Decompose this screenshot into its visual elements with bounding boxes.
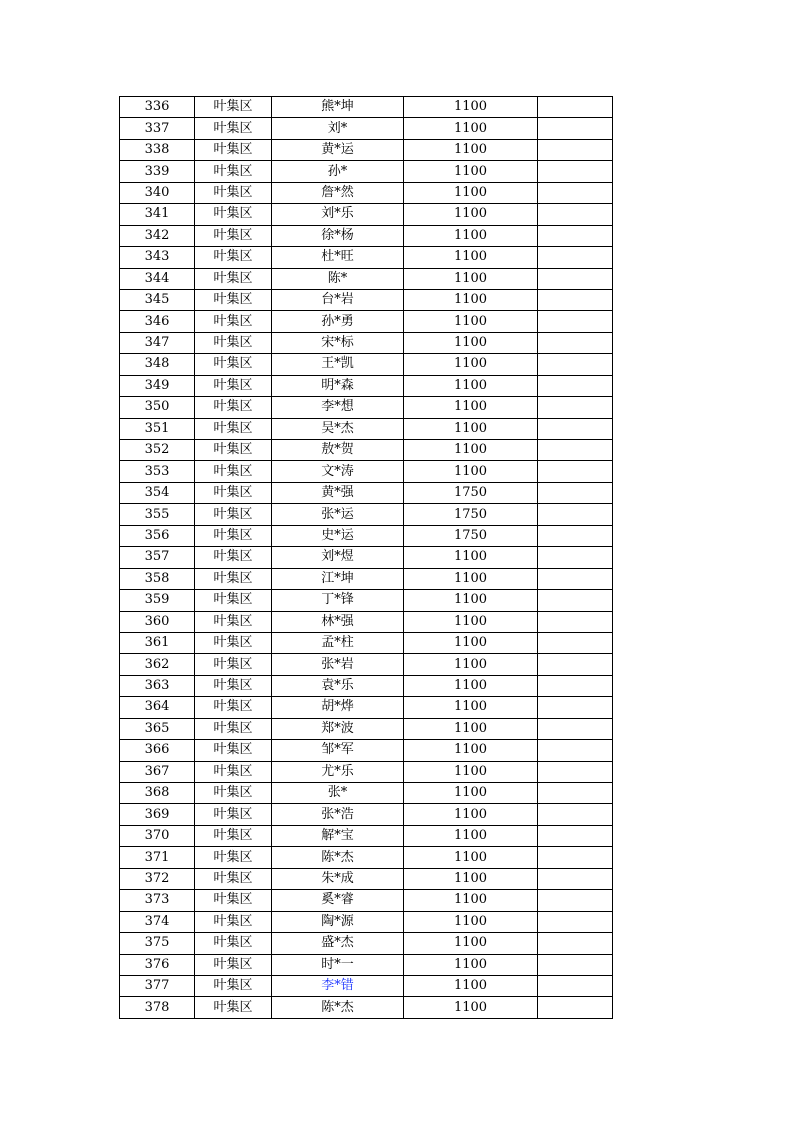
amount-cell: 1750 <box>404 525 538 546</box>
name-cell: 熊*坤 <box>272 97 404 118</box>
name-cell: 尤*乐 <box>272 761 404 782</box>
table-row <box>120 161 613 182</box>
district-cell: 叶集区 <box>195 482 272 503</box>
row-number-cell: 362 <box>120 654 195 675</box>
note-cell <box>538 139 613 160</box>
row-number-cell: 364 <box>120 697 195 718</box>
name-cell: 郑*波 <box>272 718 404 739</box>
district-cell: 叶集区 <box>195 161 272 182</box>
amount-cell: 1100 <box>404 225 538 246</box>
district-cell: 叶集区 <box>195 247 272 268</box>
name-cell: 黄*运 <box>272 139 404 160</box>
name-cell: 陈*杰 <box>272 847 404 868</box>
row-number-cell: 341 <box>120 204 195 225</box>
district-cell: 叶集区 <box>195 525 272 546</box>
name-cell: 明*森 <box>272 375 404 396</box>
name-cell: 邹*军 <box>272 740 404 761</box>
row-number-cell: 353 <box>120 461 195 482</box>
note-cell <box>538 975 613 996</box>
amount-cell: 1100 <box>404 654 538 675</box>
table-row <box>120 97 613 118</box>
district-cell: 叶集区 <box>195 97 272 118</box>
district-cell: 叶集区 <box>195 204 272 225</box>
district-cell: 叶集区 <box>195 761 272 782</box>
name-cell: 徐*杨 <box>272 225 404 246</box>
name-cell: 詹*然 <box>272 182 404 203</box>
row-number-cell: 347 <box>120 332 195 353</box>
name-cell: 张*运 <box>272 504 404 525</box>
table-row <box>120 825 613 846</box>
name-cell: 丁*锋 <box>272 590 404 611</box>
district-cell: 叶集区 <box>195 139 272 160</box>
row-number-cell: 336 <box>120 97 195 118</box>
name-cell: 张*浩 <box>272 804 404 825</box>
table-row <box>120 332 613 353</box>
row-number-cell: 343 <box>120 247 195 268</box>
district-cell: 叶集区 <box>195 783 272 804</box>
row-number-cell: 359 <box>120 590 195 611</box>
amount-cell: 1100 <box>404 247 538 268</box>
name-cell: 李*错 <box>272 975 404 996</box>
row-number-cell: 366 <box>120 740 195 761</box>
note-cell <box>538 740 613 761</box>
name-cell: 文*涛 <box>272 461 404 482</box>
amount-cell: 1100 <box>404 632 538 653</box>
row-number-cell: 373 <box>120 890 195 911</box>
row-number-cell: 351 <box>120 418 195 439</box>
amount-cell: 1100 <box>404 161 538 182</box>
table-row <box>120 397 613 418</box>
row-number-cell: 344 <box>120 268 195 289</box>
amount-cell: 1100 <box>404 911 538 932</box>
table-row <box>120 868 613 889</box>
note-cell <box>538 675 613 696</box>
roster-table <box>119 96 613 1019</box>
row-number-cell: 355 <box>120 504 195 525</box>
row-number-cell: 365 <box>120 718 195 739</box>
name-cell: 陈* <box>272 268 404 289</box>
table-row <box>120 461 613 482</box>
district-cell: 叶集区 <box>195 997 272 1018</box>
note-cell <box>538 697 613 718</box>
district-cell: 叶集区 <box>195 268 272 289</box>
amount-cell: 1100 <box>404 868 538 889</box>
note-cell <box>538 332 613 353</box>
table-row <box>120 568 613 589</box>
district-cell: 叶集区 <box>195 740 272 761</box>
name-cell: 林*强 <box>272 611 404 632</box>
roster-table-body <box>120 97 613 1019</box>
note-cell <box>538 289 613 310</box>
note-cell <box>538 204 613 225</box>
amount-cell: 1100 <box>404 997 538 1018</box>
note-cell <box>538 461 613 482</box>
row-number-cell: 352 <box>120 440 195 461</box>
amount-cell: 1100 <box>404 675 538 696</box>
row-number-cell: 349 <box>120 375 195 396</box>
amount-cell: 1100 <box>404 332 538 353</box>
district-cell: 叶集区 <box>195 225 272 246</box>
row-number-cell: 338 <box>120 139 195 160</box>
table-row <box>120 268 613 289</box>
amount-cell: 1100 <box>404 97 538 118</box>
amount-cell: 1100 <box>404 440 538 461</box>
district-cell: 叶集区 <box>195 461 272 482</box>
district-cell: 叶集区 <box>195 654 272 675</box>
amount-cell: 1100 <box>404 568 538 589</box>
note-cell <box>538 354 613 375</box>
district-cell: 叶集区 <box>195 697 272 718</box>
table-row <box>120 675 613 696</box>
table-row <box>120 354 613 375</box>
table-row <box>120 847 613 868</box>
table-row <box>120 418 613 439</box>
amount-cell: 1100 <box>404 933 538 954</box>
note-cell <box>538 161 613 182</box>
amount-cell: 1100 <box>404 718 538 739</box>
district-cell: 叶集区 <box>195 590 272 611</box>
name-cell: 孙* <box>272 161 404 182</box>
note-cell <box>538 182 613 203</box>
note-cell <box>538 954 613 975</box>
name-cell: 宋*标 <box>272 332 404 353</box>
name-cell: 王*凯 <box>272 354 404 375</box>
note-cell <box>538 440 613 461</box>
name-cell: 朱*成 <box>272 868 404 889</box>
note-cell <box>538 568 613 589</box>
table-row <box>120 975 613 996</box>
amount-cell: 1100 <box>404 354 538 375</box>
name-cell: 时*一 <box>272 954 404 975</box>
amount-cell: 1100 <box>404 461 538 482</box>
name-cell: 陶*源 <box>272 911 404 932</box>
district-cell: 叶集区 <box>195 568 272 589</box>
name-cell: 张* <box>272 783 404 804</box>
amount-cell: 1100 <box>404 289 538 310</box>
amount-cell: 1100 <box>404 740 538 761</box>
amount-cell: 1100 <box>404 311 538 332</box>
district-cell: 叶集区 <box>195 868 272 889</box>
name-cell: 黄*强 <box>272 482 404 503</box>
table-row <box>120 204 613 225</box>
note-cell <box>538 632 613 653</box>
name-cell: 袁*乐 <box>272 675 404 696</box>
amount-cell: 1100 <box>404 139 538 160</box>
note-cell <box>538 997 613 1018</box>
table-row <box>120 547 613 568</box>
row-number-cell: 368 <box>120 783 195 804</box>
name-cell: 解*宝 <box>272 825 404 846</box>
table-row <box>120 804 613 825</box>
note-cell <box>538 933 613 954</box>
amount-cell: 1100 <box>404 418 538 439</box>
table-row <box>120 525 613 546</box>
note-cell <box>538 804 613 825</box>
district-cell: 叶集区 <box>195 289 272 310</box>
note-cell <box>538 504 613 525</box>
district-cell: 叶集区 <box>195 332 272 353</box>
name-cell: 陈*杰 <box>272 997 404 1018</box>
name-cell: 刘* <box>272 118 404 139</box>
note-cell <box>538 375 613 396</box>
district-cell: 叶集区 <box>195 547 272 568</box>
note-cell <box>538 268 613 289</box>
table-row <box>120 504 613 525</box>
table-row <box>120 375 613 396</box>
amount-cell: 1100 <box>404 590 538 611</box>
district-cell: 叶集区 <box>195 890 272 911</box>
amount-cell: 1100 <box>404 847 538 868</box>
table-row <box>120 482 613 503</box>
row-number-cell: 348 <box>120 354 195 375</box>
row-number-cell: 374 <box>120 911 195 932</box>
name-cell: 刘*乐 <box>272 204 404 225</box>
row-number-cell: 340 <box>120 182 195 203</box>
name-cell: 江*坤 <box>272 568 404 589</box>
row-number-cell: 375 <box>120 933 195 954</box>
row-number-cell: 357 <box>120 547 195 568</box>
note-cell <box>538 911 613 932</box>
amount-cell: 1100 <box>404 804 538 825</box>
district-cell: 叶集区 <box>195 118 272 139</box>
district-cell: 叶集区 <box>195 675 272 696</box>
row-number-cell: 342 <box>120 225 195 246</box>
table-row <box>120 697 613 718</box>
row-number-cell: 369 <box>120 804 195 825</box>
note-cell <box>538 97 613 118</box>
note-cell <box>538 761 613 782</box>
district-cell: 叶集区 <box>195 804 272 825</box>
row-number-cell: 376 <box>120 954 195 975</box>
row-number-cell: 346 <box>120 311 195 332</box>
district-cell: 叶集区 <box>195 311 272 332</box>
note-cell <box>538 482 613 503</box>
table-row <box>120 954 613 975</box>
note-cell <box>538 825 613 846</box>
district-cell: 叶集区 <box>195 954 272 975</box>
district-cell: 叶集区 <box>195 632 272 653</box>
note-cell <box>538 783 613 804</box>
row-number-cell: 350 <box>120 397 195 418</box>
amount-cell: 1100 <box>404 182 538 203</box>
table-row <box>120 911 613 932</box>
note-cell <box>538 118 613 139</box>
amount-cell: 1750 <box>404 482 538 503</box>
name-cell: 刘*煜 <box>272 547 404 568</box>
name-cell: 奚*睿 <box>272 890 404 911</box>
name-cell: 史*运 <box>272 525 404 546</box>
district-cell: 叶集区 <box>195 418 272 439</box>
name-cell: 张*岩 <box>272 654 404 675</box>
table-row <box>120 118 613 139</box>
note-cell <box>538 311 613 332</box>
district-cell: 叶集区 <box>195 440 272 461</box>
amount-cell: 1100 <box>404 761 538 782</box>
name-cell: 敖*贺 <box>272 440 404 461</box>
district-cell: 叶集区 <box>195 975 272 996</box>
district-cell: 叶集区 <box>195 397 272 418</box>
name-cell: 吴*杰 <box>272 418 404 439</box>
amount-cell: 1100 <box>404 375 538 396</box>
table-row <box>120 740 613 761</box>
note-cell <box>538 547 613 568</box>
note-cell <box>538 225 613 246</box>
row-number-cell: 337 <box>120 118 195 139</box>
row-number-cell: 354 <box>120 482 195 503</box>
row-number-cell: 356 <box>120 525 195 546</box>
table-row <box>120 718 613 739</box>
amount-cell: 1100 <box>404 204 538 225</box>
table-row <box>120 247 613 268</box>
note-cell <box>538 247 613 268</box>
district-cell: 叶集区 <box>195 933 272 954</box>
district-cell: 叶集区 <box>195 911 272 932</box>
note-cell <box>538 847 613 868</box>
amount-cell: 1100 <box>404 118 538 139</box>
note-cell <box>538 611 613 632</box>
table-row <box>120 289 613 310</box>
amount-cell: 1750 <box>404 504 538 525</box>
table-row <box>120 632 613 653</box>
name-cell: 孟*柱 <box>272 632 404 653</box>
note-cell <box>538 890 613 911</box>
table-row <box>120 440 613 461</box>
table-row <box>120 590 613 611</box>
note-cell <box>538 654 613 675</box>
table-row <box>120 890 613 911</box>
table-row <box>120 139 613 160</box>
district-cell: 叶集区 <box>195 718 272 739</box>
name-cell: 杜*旺 <box>272 247 404 268</box>
note-cell <box>538 868 613 889</box>
district-cell: 叶集区 <box>195 611 272 632</box>
row-number-cell: 378 <box>120 997 195 1018</box>
table-row <box>120 933 613 954</box>
amount-cell: 1100 <box>404 397 538 418</box>
table-row <box>120 761 613 782</box>
district-cell: 叶集区 <box>195 375 272 396</box>
district-cell: 叶集区 <box>195 354 272 375</box>
note-cell <box>538 590 613 611</box>
table-row <box>120 311 613 332</box>
name-cell: 孙*勇 <box>272 311 404 332</box>
district-cell: 叶集区 <box>195 182 272 203</box>
row-number-cell: 367 <box>120 761 195 782</box>
amount-cell: 1100 <box>404 547 538 568</box>
name-cell: 盛*杰 <box>272 933 404 954</box>
row-number-cell: 371 <box>120 847 195 868</box>
row-number-cell: 360 <box>120 611 195 632</box>
name-cell: 台*岩 <box>272 289 404 310</box>
table-row <box>120 182 613 203</box>
amount-cell: 1100 <box>404 890 538 911</box>
amount-cell: 1100 <box>404 825 538 846</box>
note-cell <box>538 418 613 439</box>
table-row <box>120 225 613 246</box>
amount-cell: 1100 <box>404 954 538 975</box>
district-cell: 叶集区 <box>195 847 272 868</box>
row-number-cell: 345 <box>120 289 195 310</box>
amount-cell: 1100 <box>404 697 538 718</box>
table-row <box>120 783 613 804</box>
table-row <box>120 997 613 1018</box>
amount-cell: 1100 <box>404 783 538 804</box>
row-number-cell: 358 <box>120 568 195 589</box>
name-cell: 李*想 <box>272 397 404 418</box>
row-number-cell: 363 <box>120 675 195 696</box>
row-number-cell: 377 <box>120 975 195 996</box>
row-number-cell: 361 <box>120 632 195 653</box>
district-cell: 叶集区 <box>195 825 272 846</box>
district-cell: 叶集区 <box>195 504 272 525</box>
table-row <box>120 654 613 675</box>
table-row <box>120 611 613 632</box>
note-cell <box>538 718 613 739</box>
note-cell <box>538 397 613 418</box>
note-cell <box>538 525 613 546</box>
row-number-cell: 372 <box>120 868 195 889</box>
amount-cell: 1100 <box>404 268 538 289</box>
row-number-cell: 339 <box>120 161 195 182</box>
amount-cell: 1100 <box>404 975 538 996</box>
amount-cell: 1100 <box>404 611 538 632</box>
name-cell: 胡*烨 <box>272 697 404 718</box>
row-number-cell: 370 <box>120 825 195 846</box>
